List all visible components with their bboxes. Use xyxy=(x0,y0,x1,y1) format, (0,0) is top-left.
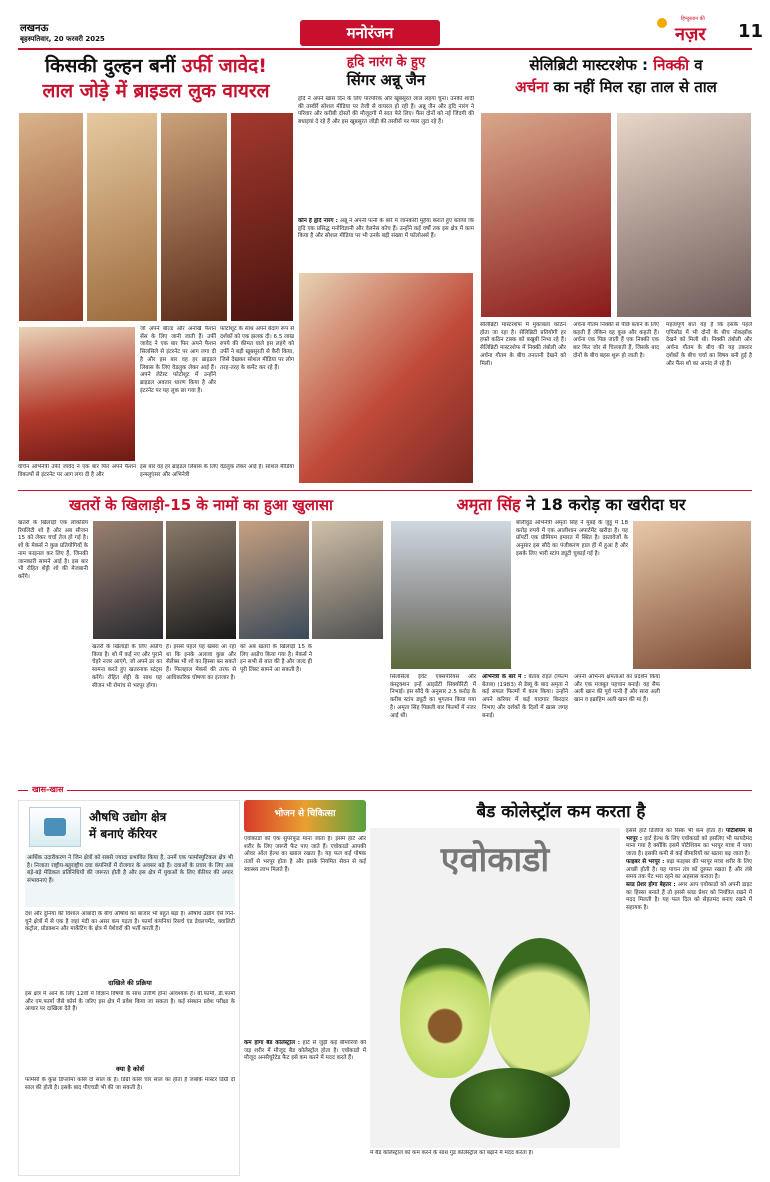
urfi-photo-3 xyxy=(160,112,228,322)
page-number: 11 xyxy=(738,21,764,42)
kkk-col2: खतरों के खिलाड़ी के लिए अप्रोच किया है। शो में कई नए और पुराने चेहरे नजर आएंगे, जो अपने डर का सामना करते हुए खतरनाक स्टंट्स करेंगे। रोहित शेट्टी के साथ यह सीजन भी रोमांच से भरपूर होगा। xyxy=(92,644,162,689)
story-career xyxy=(18,800,240,1176)
headline-name: उर्फी जावेद! xyxy=(182,55,267,77)
headline-name-1: निक्की xyxy=(653,56,690,74)
cholesterol-sub3: ब्लड प्रेशर होगा बेहतर : xyxy=(626,882,676,889)
cholesterol-sub2: फाइबर से भरपूर : xyxy=(626,858,665,865)
headline-part: ने 18 करोड़ का खरीदा घर xyxy=(520,495,686,514)
story-urfi xyxy=(18,54,294,486)
story-diet xyxy=(244,800,366,1176)
avocado-visual xyxy=(370,828,620,1148)
kkk-photo-1 xyxy=(92,520,164,640)
story-hridi-headline xyxy=(298,54,474,90)
headline-line2: लाल जोड़े में ब्राइडल लुक वायरल xyxy=(42,80,270,102)
story-hridi xyxy=(298,54,474,486)
cholesterol-col1: इससे हार्ट डिजीज का रिस्क भी कम होता है। xyxy=(626,828,724,834)
career-sub2: क्या है कोर्स xyxy=(116,1065,144,1073)
section-rule xyxy=(18,790,752,791)
masthead-rule xyxy=(18,48,752,50)
masterchef-photo-2 xyxy=(616,112,752,318)
headline-name: अमृता सिंह xyxy=(456,495,521,514)
urfi-photo-1 xyxy=(18,112,84,322)
diet-tag: भोजन से चिकित्सा xyxy=(274,809,336,819)
brand-small: हिन्दुस्तान की xyxy=(681,16,705,22)
cholesterol-col3-body: अगर आप एवोकाडो को अपनी डाइट का हिस्सा बनाते हैं तो इससे ब्लड प्रेशर को नियंत्रित रखने में मदद मिलती है। यह फल दिल को सेहतमंद बनाए रखने में सहायक है। xyxy=(626,882,752,912)
divider-top xyxy=(18,490,752,491)
masthead xyxy=(0,0,770,50)
career-sub2-body: फार्मेसी के कुछ डिप्लोमा कोर्स दो साल के हैं। डिग्री कोर्स चार साल का होता है जबकि मास्टर डिग्री दो साल की होती है। इसके बाद पीएचडी भी की जा सकती है। xyxy=(25,1077,235,1091)
brand-emblem xyxy=(657,18,667,28)
story-cholesterol xyxy=(370,800,752,1176)
headline-line1: हृदि नारंग के हुए xyxy=(346,55,426,70)
kkk-col4: को अब खतरों के खिलाड़ी 15 के लिए अप्रोच किया गया है। मेकर्स ने इन सभी से बात की है और जल्द ही पूरी लिस्ट सामने आ सकती है। xyxy=(240,644,312,674)
brand-logo xyxy=(655,14,735,48)
headline-part: सेलिब्रिटी मास्टरशेफ : xyxy=(529,56,654,74)
cholesterol-col1-wrap xyxy=(626,828,752,1174)
amrita-subhead: अभिनेत्री के बारे में : xyxy=(482,674,527,680)
avocado-word: एवोकाडो xyxy=(440,840,550,880)
avocado-half-2 xyxy=(490,938,590,1078)
career-sub1-body: इस क्षेत्र में आने के लिए 12वीं में विज्ञान विषयों के साथ उत्तीर्ण होना आवश्यक है। बी.फार्मा, डी.फार्मा और एम.फार्मा जैसे कोर्स के जरिए इस क्षेत्र में प्रवेश किया जा सकता है। कई संस्थान प्रवेश परीक्षा के आधार पर दाखिला देते हैं। xyxy=(25,991,235,1013)
cholesterol-col2-body: बढ़ा फाइबर की भरपूर मात्रा शरीर के लिए अच्छी होती है। यह पाचन तंत्र को दुरुस्त रखता है और लंबे समय तक पेट भरा रहने का अहसास कराता है। xyxy=(626,858,752,881)
diet-subhead: कम होगा बैड कोलेस्ट्रॉल : xyxy=(244,1040,301,1046)
masterchef-col1: सेलिब्रिटी मास्टरशेफ में मुकाबला कठिन होता जा रहा है। सेलिब्रिटी प्रतियोगी हर हफ्ते कठिन टास्क को बखूबी निभा रहे हैं। सेलिब्रिटी मास्टरशेफ में निक्की तंबोली और अर्चना गौतम के बीच तनातनी देखने को मिली। xyxy=(480,322,566,367)
kkk-headline: खतरों के खिलाड़ी-15 के नामों का हुआ खुलासा xyxy=(69,496,333,514)
amrita-col3: बेताब राहत (फिल्म बेताब) (1983) से डेब्यू के बाद अमृता ने कई सफल फिल्मों में काम किया। उन्होंने अपने करियर में कई यादगार किरदार निभाए और दर्शकों के दिलों में खास जगह बनाई। xyxy=(482,674,568,719)
hridi-subsection xyxy=(298,218,474,268)
cholesterol-caption: में बैड कोलेस्ट्रॉल को कम करने के साथ गुड कोलेस्ट्रॉल को बढ़ाने में मदद करता है। xyxy=(370,1150,534,1156)
diet-sub-wrap xyxy=(244,1040,366,1174)
masterchef-photo-1 xyxy=(480,112,612,318)
headline-line2: सिंगर अन्नू जैन xyxy=(346,71,426,89)
amrita-headline xyxy=(390,494,752,516)
career-body: देश और दुनिया की विशाल आबादी के बीच औषधि का बाजार भी बहुत बड़ा है। औषधि उद्योग ऐसे गिने-चुने क्षेत्रों में से एक है जहां मंदी का असर कम पड़ता है। फार्मा कंपनियां रिसर्च एंड डेवलपमेंट, क्वालिटी कंट्रोल, प्रोडक्शन और मार्केटिंग के क्षेत्र में पेशेवरों की भर्ती करती हैं। xyxy=(25,911,235,933)
section-label: खास-खास xyxy=(28,785,67,796)
urfi-photo-row xyxy=(18,112,294,322)
amrita-col4: अपनी अभिनय क्षमताओं का प्रदर्शन किया और एक मजबूत पहचान बनाई। वह सैफ अली खान की पूर्व पत्नी हैं और सारा अली खान व इब्राहिम अली खान की मां हैं। xyxy=(574,674,660,704)
masterchef-col2: अर्चना गौतम निक्की से पीछे बताने के लिए कहती हैं लेकिन वह कुछ और कहती हैं। अर्चना एक पिछ जाती हैं एक निक्की एक बार फिर जोर से चिल्लाती हैं, जिसके बाद दोनों के बीच बहस शुरू हो जाती है। xyxy=(573,322,659,359)
headline-name-2: अर्चना xyxy=(515,78,549,96)
diet-banner xyxy=(244,800,366,832)
kkk-photo-2 xyxy=(165,520,237,640)
career-sub1: दाखिले की प्रक्रिया xyxy=(108,979,152,987)
hridi-subhead: कौन है हृदि नारंग : xyxy=(298,218,338,224)
avocado-half-1 xyxy=(400,948,490,1078)
brand-name: नज़र xyxy=(675,24,706,45)
hridi-body: हृदि ने अपने खास दिन के लिए पारंपरिक और खूबसूरत लाल लहंगा चुना। उनकी शादी की तस्वीरें सोशल मीडिया पर तेजी से वायरल हो रही हैं। अन्नू जैन और हृदि नारंग ने परिवार और करीबी दोस्तों की मौजूदगी में सात फेरे लिए। फैंस दोनों को नई जिंदगी की बधाइयां दे रहे हैं और इस खूबसूरत जोड़ी की तस्वीरों पर प्यार लुटा रहे हैं। xyxy=(298,96,474,126)
career-headline-1: औषधि उद्योग क्षेत्र xyxy=(89,810,167,824)
masthead-date: बृहस्पतिवार, 20 फरवरी 2025 xyxy=(20,35,105,43)
urfi-body-col1: वर्चिन अभिनेत्री उर्फी जावेद ने एक बार फिर अपने फैशन विकल्पों से इंटरनेट पर आग लगा दी है और xyxy=(18,464,136,478)
urfi-photo-2 xyxy=(86,112,158,322)
diet-col1: एवोकाडो को एक सुपरफूड माना जाता है। इसमें हार्ट और शरीर के लिए जरूरी फैट पाए जाते हैं। एवोकाडो आपकी ओवर ऑल हेल्थ का ख्याल रखता है। यह फल कई पोषक तत्वों से भरपूर होता है और इसके नियमित सेवन से कई स्वास्थ्य लाभ मिलते हैं। xyxy=(244,836,366,873)
amrita-portrait xyxy=(632,520,752,670)
career-headline-2: में बनाएं कॅरियर xyxy=(89,827,157,841)
section-banner xyxy=(300,20,440,46)
avocado-whole xyxy=(450,1068,570,1138)
cholesterol-col1-body: हार्ट हेल्थ के लिए एवोकाडो को इसलिए भी फायदेमंद माना गया है क्योंकि इसमें पोटैशियम का भरपूर मात्रा में पाया जाता है। इसकी कमी से कई बीमारियों का खतरा बढ़ जाता है। xyxy=(626,835,752,858)
diet-subbody: हार्ट से जुड़ी कई बीमारियों की जड़ शरीर में मौजूद बैड कोलेस्ट्रॉल होता है। एवोकाडो में मौजूद अनसैचुरेटेड फैट इसे कम करने में मदद करते हैं। xyxy=(244,1040,366,1062)
amrita-col3-wrap xyxy=(482,674,568,782)
hridi-wedding-photo xyxy=(298,272,474,484)
headline-part: किसकी दुल्हन बनीं xyxy=(45,55,182,77)
urfi-foot-col2: इस बार वह हर ब्राइडल लिबास के लिए वेडलुक लेकर आई हैं। सोशल मीडिया इन्फ्लुएंसर और अभिनेत्री xyxy=(140,464,294,478)
cholesterol-sub1: पोटैशियम से भरपूर : xyxy=(626,828,752,842)
career-intro: आर्थिक उदारीकरण ने जिन क्षेत्रों को सबसे ज्यादा प्रभावित किया है, उनमें एक फार्मास्युटिकल क्षेत्र भी है। निजाता राष्ट्रीय-बहुराष्ट्रीय दवा कंपनियों में रोजगार के अवसर बढ़े हैं। दवाओं के प्रचार के लिए अब बड़े-बड़े मेडिकल प्रतिनिधियों की जरूरत होती है और इस क्षेत्र में युवाओं के लिए कॅरियर की अपार संभावनाएं हैं। xyxy=(25,853,235,907)
kkk-col3: है। इससे पहले यह खबरा आ रहा था कि इनके अलावा कुछ और सेलेब्स भी शो का हिस्सा बन सकते हैं। फिलहाल मेकर्स की तरफ से आधिकारिक घोषणा का इंतजार है। xyxy=(166,644,236,681)
urfi-body-col2: जो अपने बोल्ड और अनोखे फैशन सेंस के लिए जानी जाती हैं। उर्फी जावेद ने एक बार फिर अपने फैशन सिलसिले से इंटरनेट पर आग लगा दी है और इस बार वह हर ब्राइडल लिबास के लिए वेडलुक लेकर आई हैं। अपने लेटेस्ट फोटोशूट में उन्होंने ब्राइडल अवतार धारण किया है और इंटरनेट पर यह लुक छा गया है। xyxy=(140,326,216,394)
masthead-city: लखनऊ xyxy=(20,23,49,34)
hridi-subbody: अन्नू ने अपनी पत्नी के बारे में जानकारी मुहैया कराते हुए बताया कि हृदि एक प्रसिद्ध मनोविज्ञानी और वेलनेस कोच हैं। उन्होंने कई वर्षों तक इस क्षेत्र में काम किया है और सोशल मीडिया पर भी उनके बड़ी संख्या में फॉलोअर्स हैं। xyxy=(298,218,474,240)
urfi-photo-5 xyxy=(18,326,136,462)
story-kkk xyxy=(18,494,384,782)
kkk-photo-4 xyxy=(311,520,384,640)
kkk-photo-3 xyxy=(238,520,310,640)
urfi-body-col3: फोटोशूट के साथ अपने बेदाग रूप से दर्शकों को एक झलक दी। 6.5 लाख रुपये की कीमत वाले इस लहंगे को उर्फी ने बड़ी खूबसूरती से कैरी किया, जिसे देखकर सोशल मीडिया पर लोग तरह-तरह के कमेंट कर रहे हैं। xyxy=(220,326,294,371)
amrita-col2: सिलसिला ईवेंट एक्सपेरियंस और कंस्ट्रक्शन इन्हें आइडेंटी सिक्योरिटी में निभाई। इस सौदे के अनुसार 2.5 करोड़ के करीब स्टांप ड्यूटी का भुगतान किया गया है। अमृता सिंह पिछली बार फिल्मों में नजर आई थीं। xyxy=(390,674,476,719)
cholesterol-headline: बैड कोलेस्ट्रॉल कम करता है xyxy=(476,802,646,822)
story-amrita xyxy=(390,494,752,782)
headline-part: का नहीं मिल रहा ताल से ताल xyxy=(548,78,717,96)
story-masterchef xyxy=(480,54,752,486)
kkk-col1: खतरों के खिलाड़ी एक लोकप्रिय रियलिटी शो है और अब सीजन 15 को लेकर चर्चा तेज हो गई है। शो के मेकर्स ने कुछ प्रतियोगियों के नाम फाइनल कर लिए हैं, जिनकी जानकारी सामने आई है। इस बार भी रोहित शेट्टी शो की मेजबानी करेंगे। xyxy=(18,520,88,581)
amrita-building-photo xyxy=(390,520,512,670)
headline-part: व xyxy=(689,56,703,74)
story-urfi-headline xyxy=(18,54,294,104)
kkk-photos xyxy=(92,520,384,640)
urfi-photo-4 xyxy=(230,112,294,322)
career-headline xyxy=(89,809,239,843)
section-title: मनोरंजन xyxy=(346,24,394,42)
story-masterchef-headline xyxy=(480,54,752,98)
career-icon xyxy=(29,807,81,847)
amrita-col1: बॉलीवुड अभिनेत्री अमृता सिंह ने मुंबई के जुहू में 18 करोड़ रुपये में एक आलीशान अपार्टमेंट खरीदा है। यह प्रॉपर्टी एक प्रीमियम इमारत में स्थित है। दस्तावेजों के अनुसार इस सौदे का पंजीकरण हाल ही में हुआ है और इसके लिए भारी स्टांप ड्यूटी चुकाई गई है। xyxy=(516,520,628,557)
masterchef-col3: महत्वपूर्ण बात यह है कि इसके पहले एपिसोड में भी दोनों के बीच नोकझोंक देखने को मिली थी। निक्की तंबोली और अर्चना गौतम के बीच की यह तकरार दर्शकों के बीच चर्चा का विषय बनी हुई है और फैंस शो का आनंद ले रहे हैं। xyxy=(666,322,752,367)
